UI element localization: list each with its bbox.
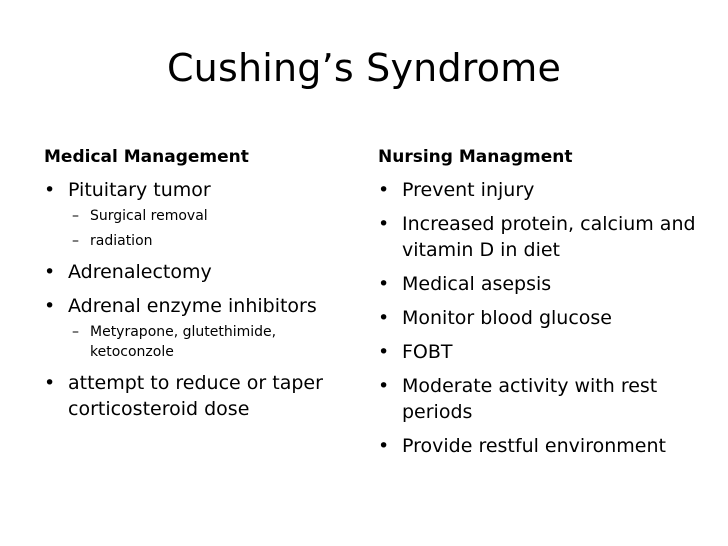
bullet-item [44,370,344,422]
dash-icon: – [72,324,79,340]
slide-title: Cushing’s Syndrome [166,46,562,90]
bullet-text: Monitor blood glucose [402,307,612,329]
sub-item [68,322,344,362]
medical-management-list [44,177,344,422]
sub-list [68,206,344,251]
bullet-icon: • [378,307,390,329]
bullet-text: Provide restful environment [402,435,666,457]
bullet-text: Pituitary tumor [68,179,211,201]
bullet-text: Adrenal enzyme inhibitors [68,295,317,317]
bullet-text: Prevent injury [402,179,535,201]
nursing-management-heading: Nursing Managment [378,147,573,167]
bullet-icon: • [44,179,56,201]
bullet-icon: • [378,213,390,235]
bullet-item [378,177,696,203]
bullet-icon: • [378,435,390,457]
medical-management-heading: Medical Management [44,147,249,167]
bullet-item [378,211,696,263]
bullet-icon: • [378,375,390,397]
bullet-icon: • [378,273,390,295]
sub-item-text: radiation [90,233,153,249]
bullet-item [378,433,696,459]
bullet-text: Adrenalectomy [68,261,212,283]
sub-item [68,231,344,251]
bullet-icon: • [378,341,390,363]
sub-item [68,206,344,226]
dash-icon: – [72,208,79,224]
dash-icon: – [72,233,79,249]
bullet-text: Moderate activity with rest periods [402,375,658,423]
bullet-item [44,259,344,285]
medical-management-column [44,146,344,430]
sub-item-text: Metyrapone, glutethimide, ketoconzole [90,324,277,360]
bullet-item [378,271,696,297]
nursing-management-column [378,146,696,467]
bullet-text: Medical asepsis [402,273,552,295]
bullet-item [378,305,696,331]
bullet-icon: • [378,179,390,201]
bullet-icon: • [44,372,56,394]
bullet-item [44,293,344,362]
bullet-item [378,373,696,425]
bullet-item [44,177,344,251]
bullet-text: attempt to reduce or taper corticosteroid dose [68,372,323,420]
bullet-text: FOBT [402,341,453,363]
sub-list [68,322,344,362]
bullet-text: Increased protein, calcium and vitamin D in diet [402,213,696,261]
bullet-icon: • [44,261,56,283]
sub-item-text: Surgical removal [90,208,208,224]
bullet-item [378,339,696,365]
nursing-management-list [378,177,696,459]
bullet-icon: • [44,295,56,317]
